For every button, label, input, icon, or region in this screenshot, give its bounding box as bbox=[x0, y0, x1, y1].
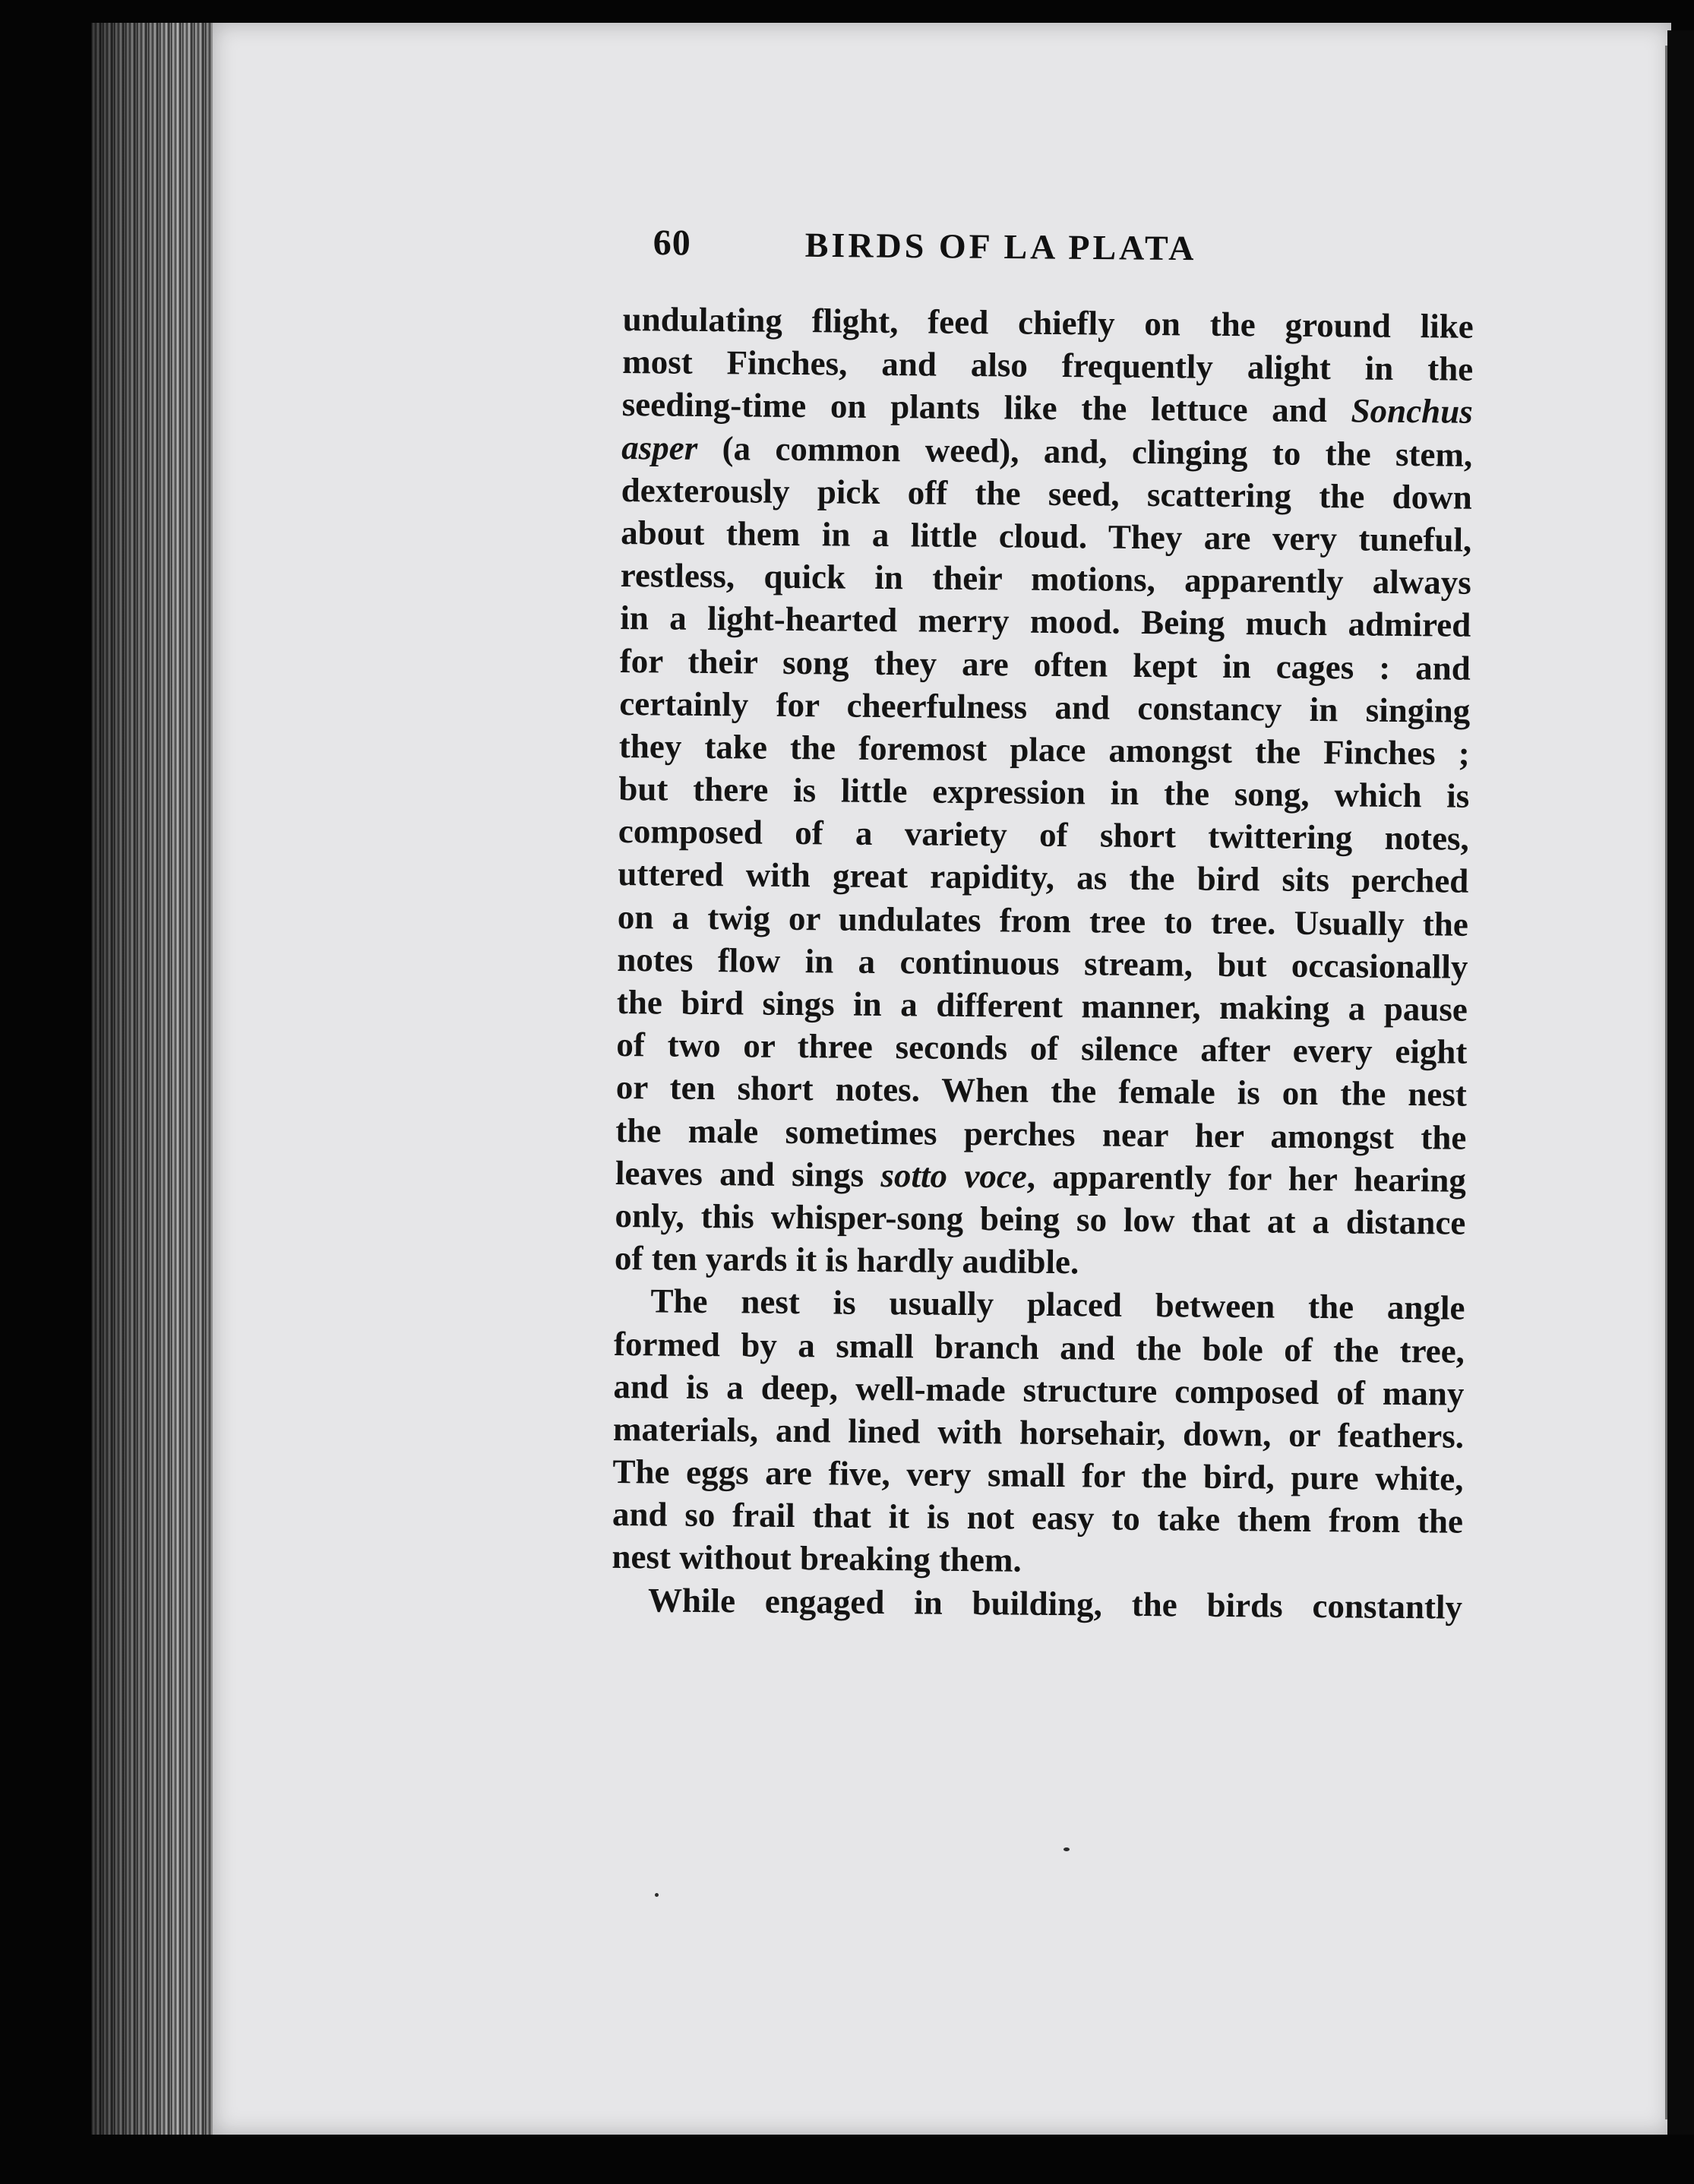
text-line: and so frail that it is not easy to take them from the bbox=[612, 1495, 1464, 1541]
text-line: of two or three seconds of silence after every eight bbox=[616, 1026, 1468, 1071]
text-line: The nest is usually placed between the angle bbox=[650, 1282, 1465, 1328]
text-line: leaves and sings sotto voce, apparently for her hearing bbox=[615, 1153, 1467, 1199]
text-line: in a light-hearted merry mood. Being much admired bbox=[620, 599, 1471, 645]
text-line: notes flow in a continuous stream, but occasionally bbox=[617, 940, 1468, 986]
ink-speck bbox=[1063, 1847, 1070, 1851]
text-line: on a twig or undulates from tree to tree. Usually the bbox=[617, 897, 1469, 943]
text-line: asper (a common weed), and, clinging to the stem, bbox=[621, 428, 1473, 474]
page-header bbox=[653, 222, 1307, 289]
text-line: the male sometimes perches near her amongst the bbox=[615, 1111, 1467, 1157]
text-line: formed by a small branch and the bole of the tree, bbox=[613, 1324, 1465, 1370]
text-line: restless, quick in their motions, apparently always bbox=[620, 556, 1471, 602]
text-line: only, this whisper-song being so low that at a distance bbox=[615, 1196, 1466, 1242]
text-line: seeding-time on plants like the lettuce and Sonchus bbox=[621, 385, 1473, 431]
text-line: nest without breaking them. bbox=[612, 1538, 1022, 1580]
text-line: of ten yards it is hardly audible. bbox=[614, 1239, 1079, 1282]
ink-speck bbox=[655, 1893, 659, 1897]
text-line: but there is little expression in the song, which is bbox=[618, 770, 1470, 815]
text-line: the bird sings in a different manner, making a pause bbox=[616, 982, 1468, 1029]
paragraph-3 bbox=[612, 1579, 1462, 1629]
right-scan-border bbox=[1667, 30, 1694, 2135]
text-line: materials, and lined with horsehair, down, or feathers. bbox=[612, 1409, 1465, 1455]
running-head: BIRDS OF LA PLATA bbox=[804, 225, 1197, 268]
paragraph-1 bbox=[615, 298, 1474, 1287]
body-text bbox=[612, 298, 1474, 1629]
text-line: composed of a variety of short twittering notes, bbox=[618, 812, 1470, 858]
text-line: uttered with great rapidity, as the bird sits perched bbox=[618, 855, 1469, 901]
text-line: for their song they are often kept in cages : and bbox=[619, 641, 1471, 687]
text-line: The eggs are five, very small for the bird, pure white, bbox=[612, 1452, 1464, 1498]
text-line: undulating flight, feed chiefly on the ground like bbox=[622, 299, 1474, 346]
text-line: While engaged in building, the birds constantly bbox=[647, 1580, 1463, 1626]
page-number: 60 bbox=[653, 222, 691, 264]
text-line: most Finches, and also frequently alight in the bbox=[622, 343, 1474, 388]
text-line: and is a deep, well-made structure composed of many bbox=[613, 1367, 1465, 1413]
text-line: or ten short notes. When the female is on the nest bbox=[615, 1068, 1468, 1114]
text-line: they take the foremost place amongst the Finches ; bbox=[618, 726, 1471, 773]
paragraph-2 bbox=[612, 1279, 1465, 1585]
text-line: dexterously pick off the seed, scattering the down bbox=[621, 470, 1472, 517]
text-line: about them in a little cloud. They are very tuneful, bbox=[621, 513, 1472, 559]
text-line: certainly for cheerfulness and constancy in singing bbox=[619, 684, 1471, 730]
